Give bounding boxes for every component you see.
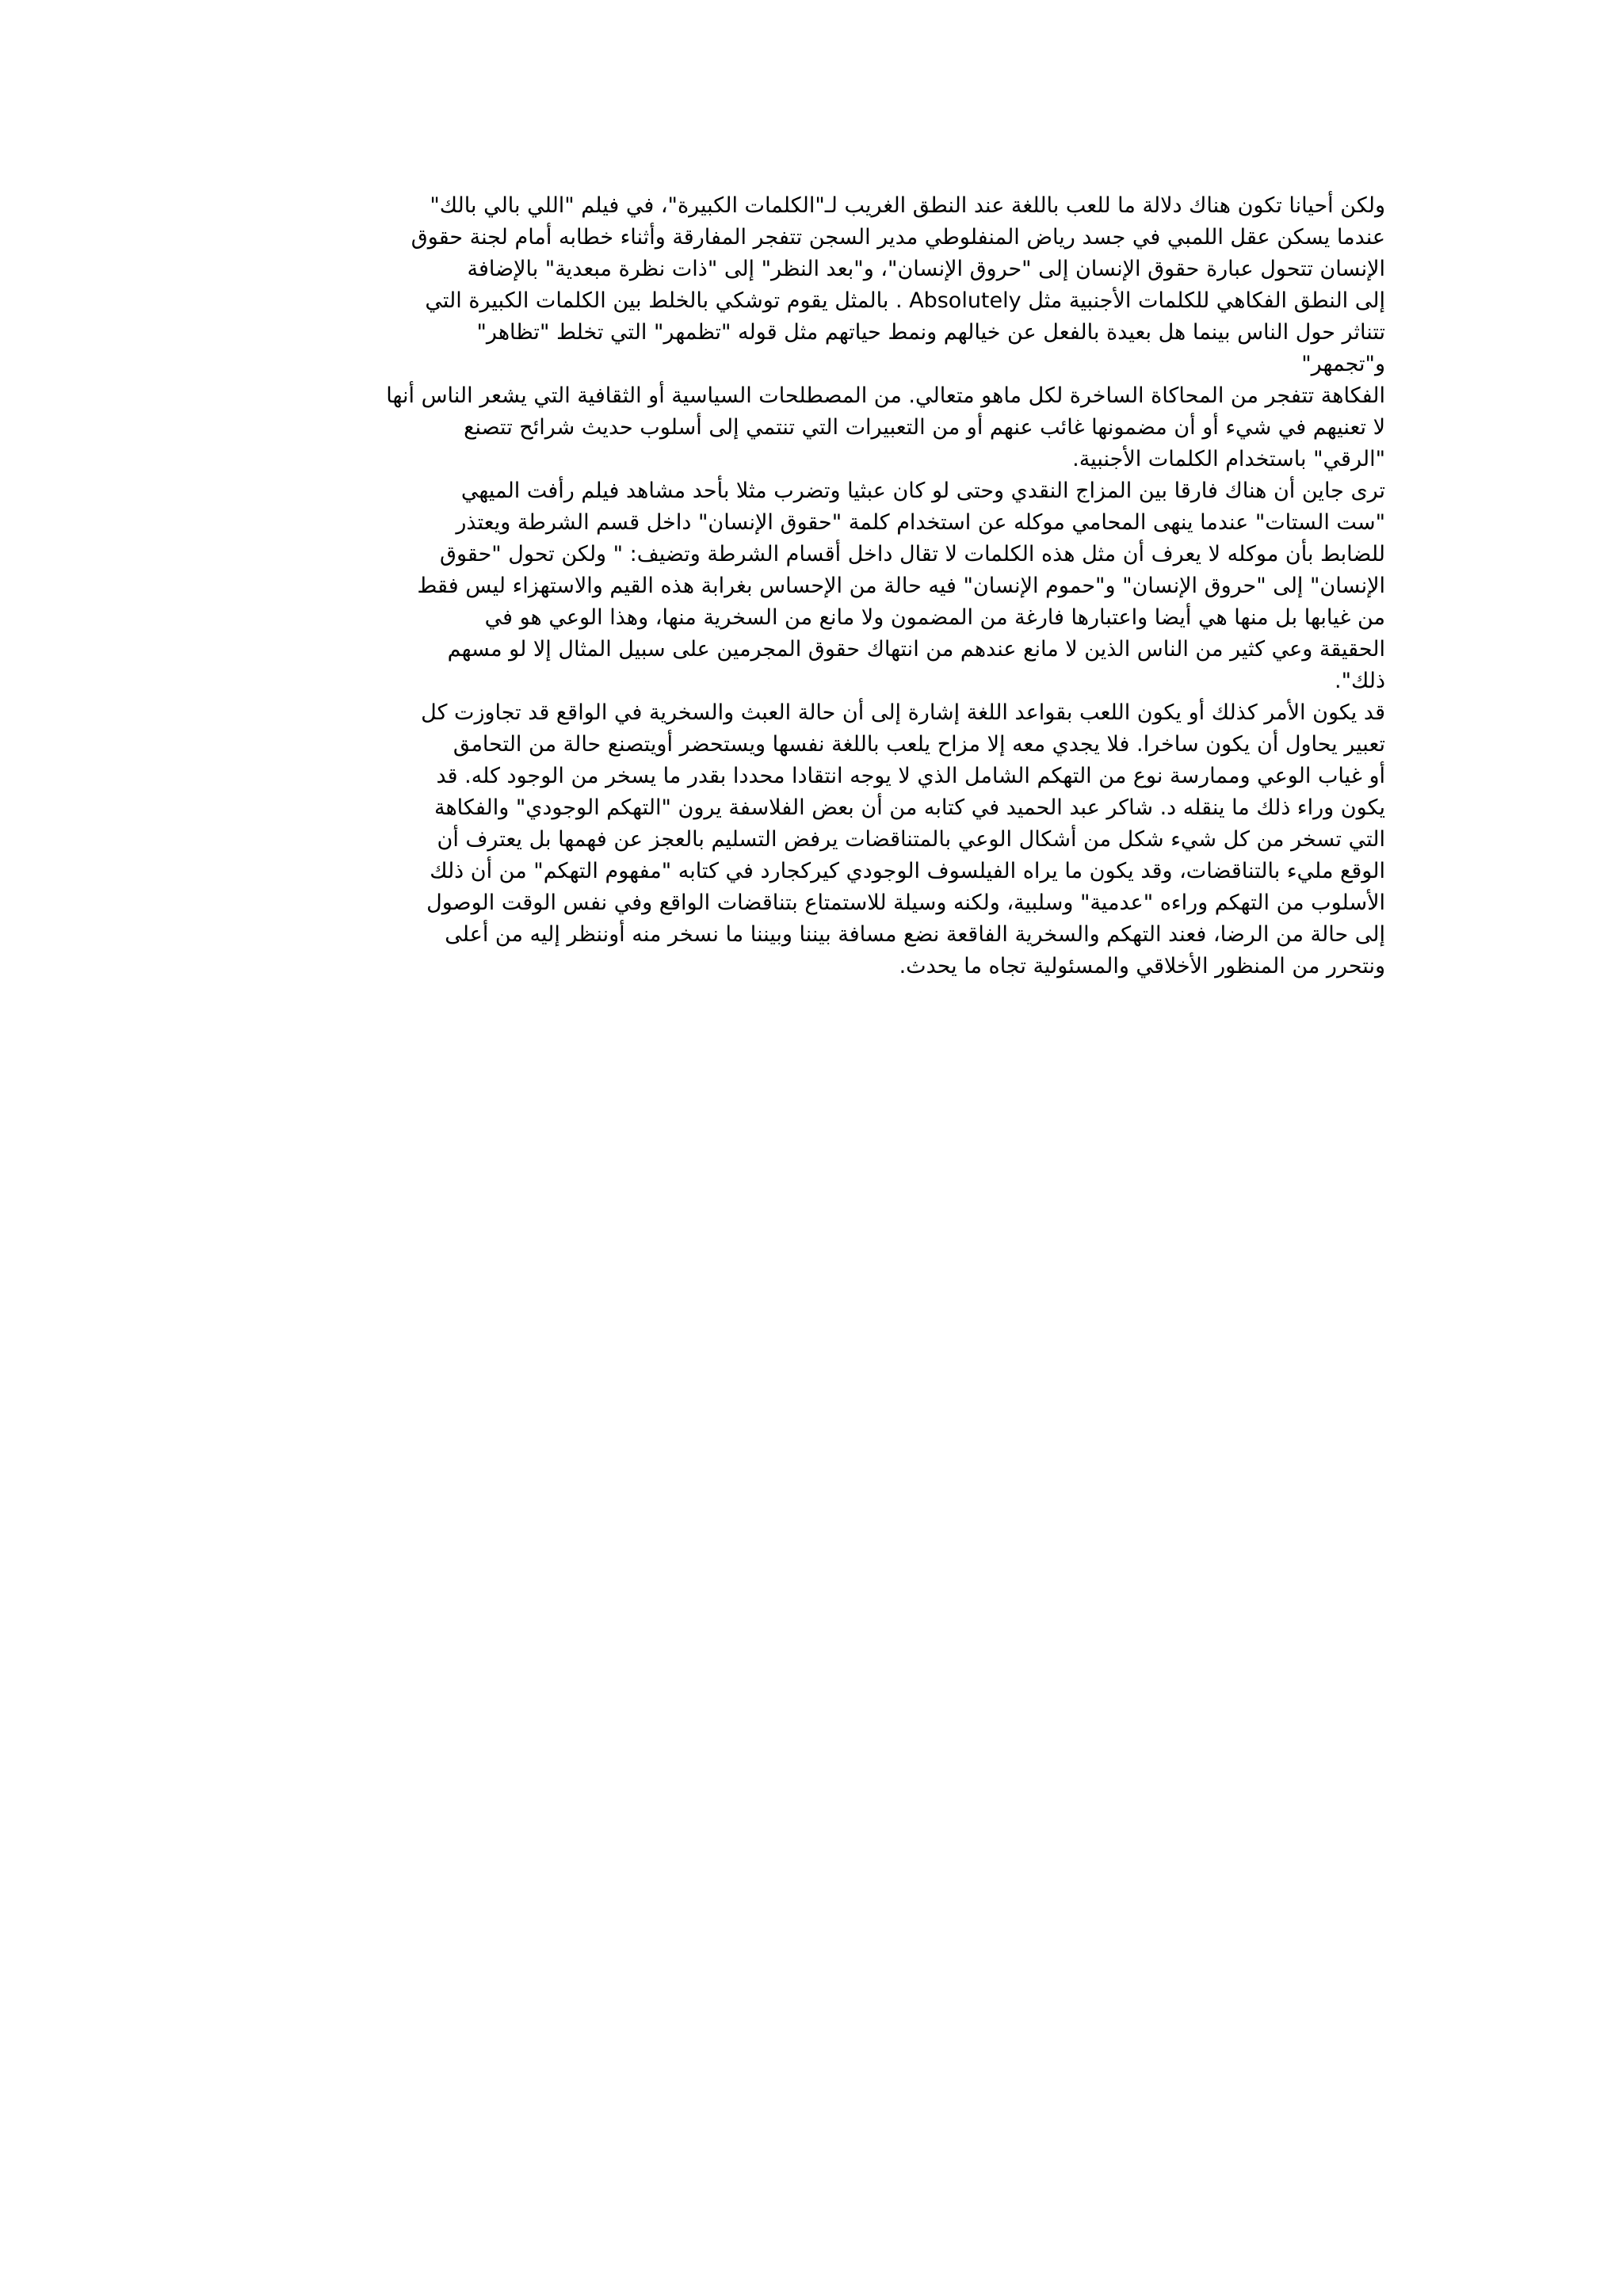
paragraph-line: الإنسان" إلى "حروق الإنسان" و"حموم الإنسان" فيه حالة من الإحساس بغرابة هذه القيم والاستهزاء ليس فقط — [417, 574, 1385, 598]
paragraph-line: إلى النطق الفكاهي للكلمات الأجنبية مثل Absolutely . بالمثل يقوم توشكي بالخلط بين الكلمات الكبيرة التي — [425, 288, 1385, 313]
paragraph-line: التي تسخر من كل شيء شكل من أشكال الوعي بالمتناقضات يرفض التسليم بالعجز عن فهمها بل يعترف أن — [437, 827, 1385, 852]
paragraph-line: تعبير يحاول أن يكون ساخرا. فلا يجدي معه إلا مزاح يلعب باللغة نفسها ويستحضر أويتصنع حالة من التحامق — [453, 732, 1385, 757]
paragraph-3 — [271, 475, 1385, 697]
paragraph-line: من غيابها بل منها هي أيضا واعتبارها فارغة من المضمون ولا مانع من السخرية منها، وهذا الوعي هو في — [484, 605, 1385, 630]
paragraph-line: يكون وراء ذلك ما ينقله د. شاكر عبد الحميد في كتابه من أن بعض الفلاسفة يرون "التهكم الوجودي" والفكاهة — [433, 795, 1385, 820]
paragraph-line: الوقع مليء بالتناقضات، وقد يكون ما يراه الفيلسوف الوجودي كيركجارد في كتابه "مفهوم التهكم" من أن ذلك — [430, 859, 1385, 883]
paragraph-line: ونتحرر من المنظور الأخلاقي والمسئولية تجاه ما يحدث. — [899, 954, 1385, 978]
paragraph-line: الأسلوب من التهكم وراءه "عدمية" وسلبية، ولكنه وسيلة للاستمتاع بتناقضات الواقع وفي نفس الوقت الوصول — [426, 891, 1385, 915]
paragraph-line: تتناثر حول الناس بينما هل بعيدة بالفعل عن خيالهم ونمط حياتهم مثل قوله "تظمهر" التي تخلط "تظاهر" — [476, 320, 1385, 345]
paragraph-line: الحقيقة وعي كثير من الناس الذين لا مانع عندهم من انتهاك حقوق المجرمين على سبيل المثال إلا لو مسهم — [447, 637, 1385, 662]
paragraph-line: أو غياب الوعي وممارسة نوع من التهكم الشامل الذي لا يوجه انتقادا محددا بقدر ما يسخر من الوجود كله. قد — [436, 764, 1385, 788]
paragraph-4 — [271, 697, 1385, 982]
paragraph-line: "ست الستات" عندما ينهى المحامي موكله عن استخدام كلمة "حقوق الإنسان" داخل قسم الشرطة ويعتذر — [456, 510, 1385, 535]
article-body — [271, 190, 1385, 982]
paragraph-1 — [271, 190, 1385, 380]
paragraph-2 — [271, 380, 1385, 475]
paragraph-line: "الرقي" باستخدام الكلمات الأجنبية. — [1072, 447, 1385, 471]
paragraph-line: إلى حالة من الرضا، فعند التهكم والسخرية الفاقعة نضع مسافة بيننا وبيننا ما نسخر منه أوننظر إليه من أعلى — [445, 922, 1385, 947]
paragraph-line: ترى جاين أن هناك فارقا بين المزاج النقدي وحتى لو كان عبثيا وتضرب مثلا بأحد مشاهد فيلم رأفت الميهي — [460, 479, 1385, 503]
paragraph-line: ولكن أحيانا تكون هناك دلالة ما للعب باللغة عند النطق الغريب لـ"الكلمات الكبيرة"، في فيلم "اللي بالي بالك" — [430, 193, 1385, 218]
paragraph-line: الإنسان تتحول عبارة حقوق الإنسان إلى "حروق الإنسان"، و"بعد النظر" إلى "ذات نظرة مبعدية" بالإضافة — [467, 257, 1385, 281]
paragraph-line: الفكاهة تتفجر من المحاكاة الساخرة لكل ماهو متعالي. من المصطلحات السياسية أو الثقافية التي يشعر الناس أنها — [386, 383, 1385, 408]
paragraph-line: و"تجمهر" — [1301, 352, 1385, 376]
paragraph-line: ذلك". — [1334, 669, 1385, 693]
paragraph-line: لا تعنيهم في شيء أو أن مضمونها غائب عنهم أو من التعبيرات التي تنتمي إلى أسلوب حديث شرائح تتصنع — [464, 415, 1385, 440]
paragraph-line: للضابط بأن موكله لا يعرف أن مثل هذه الكلمات لا تقال داخل أقسام الشرطة وتضيف: " ولكن تحول "حقوق — [440, 542, 1385, 566]
paragraph-line: قد يكون الأمر كذلك أو يكون اللعب بقواعد اللغة إشارة إلى أن حالة العبث والسخرية في الواقع قد تجاوزت كل — [421, 700, 1385, 725]
paragraph-line: عندما يسكن عقل اللمبي في جسد رياض المنفلوطي مدير السجن تتفجر المفارقة وأثناء خطابه أمام لجنة حقوق — [411, 225, 1385, 250]
